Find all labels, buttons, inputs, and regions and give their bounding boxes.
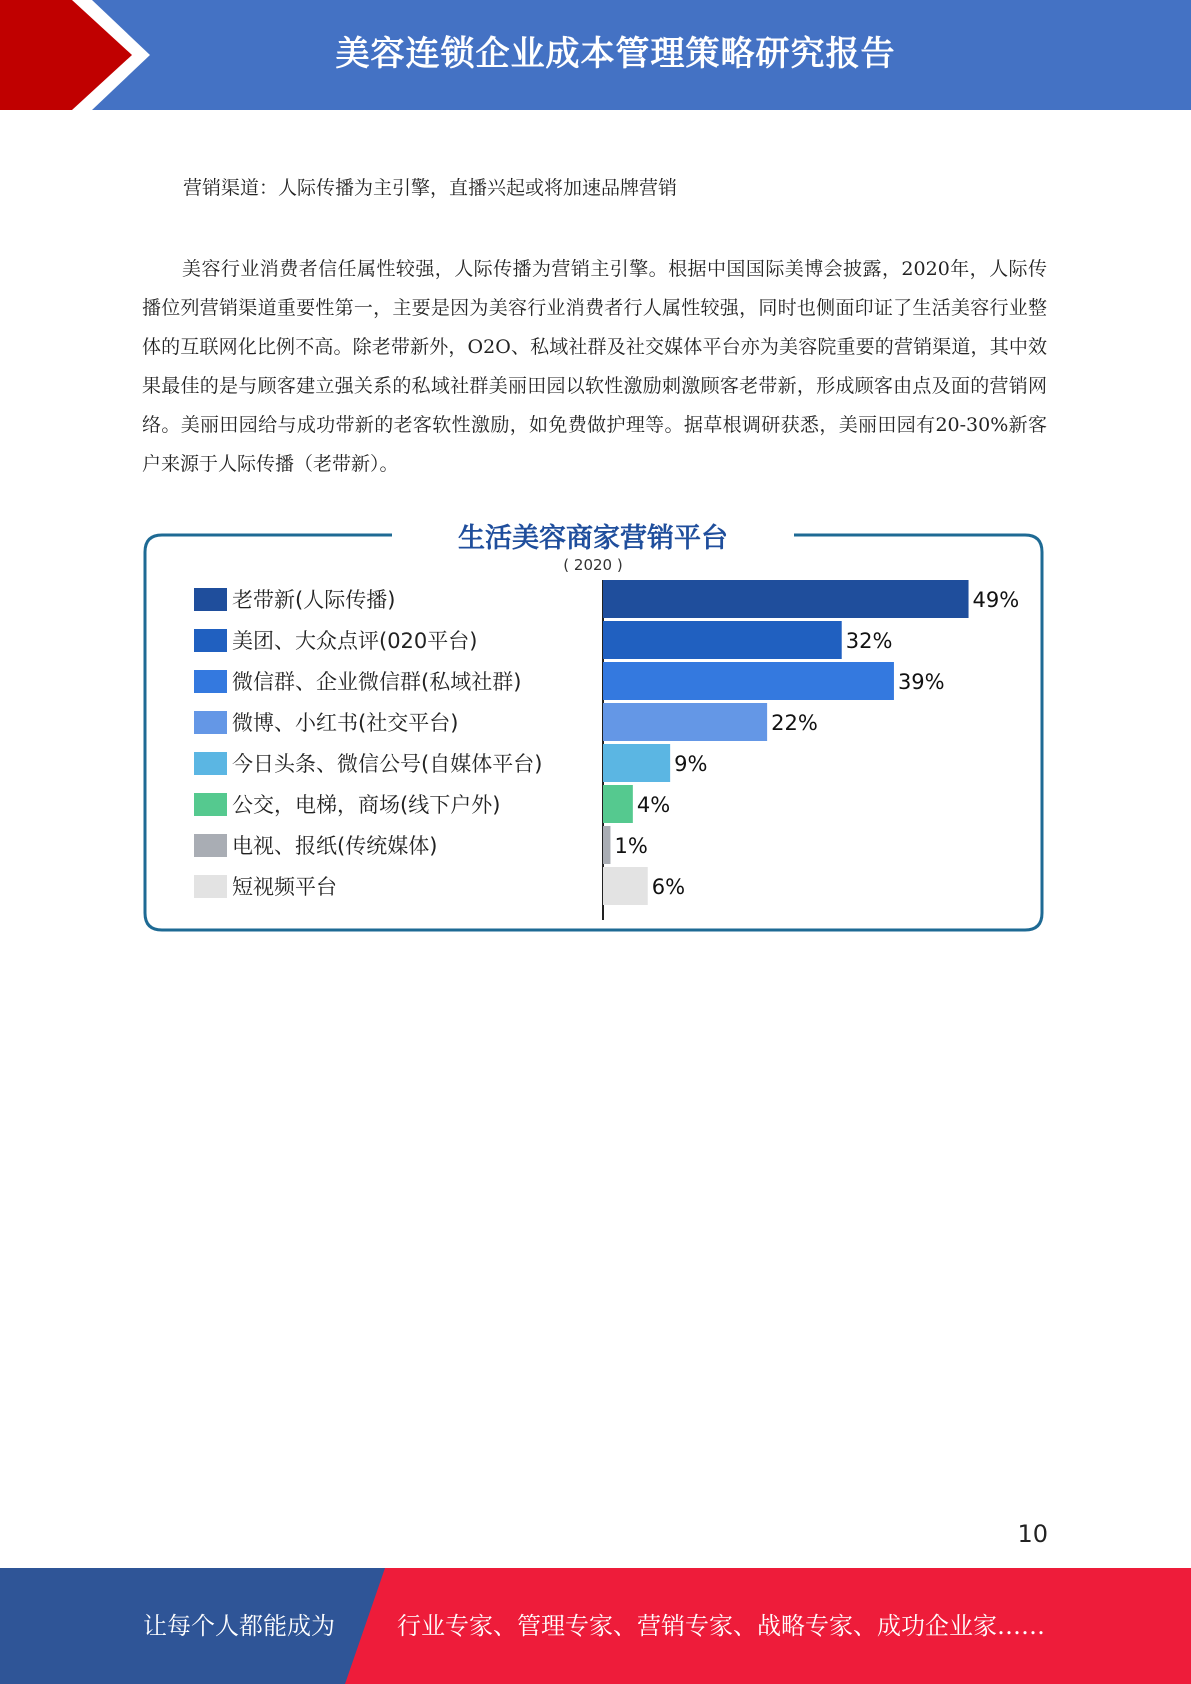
chart-title: 生活美容商家营销平台 bbox=[458, 523, 728, 554]
chart-bar bbox=[603, 621, 842, 659]
chart-bar bbox=[603, 580, 969, 618]
legend-swatch bbox=[194, 588, 227, 611]
page-header bbox=[0, 0, 1191, 110]
legend-label: 今日头条、微信公号(自媒体平台) bbox=[232, 752, 543, 776]
legend-swatch bbox=[194, 793, 227, 816]
marketing-platform-chart bbox=[142, 520, 1047, 932]
legend-label: 美团、大众点评(020平台) bbox=[232, 629, 478, 653]
legend-swatch bbox=[194, 670, 227, 693]
legend-label: 微博、小红书(社交平台) bbox=[232, 711, 459, 735]
bar-value-label: 9% bbox=[674, 752, 708, 776]
chart-subtitle: ( 2020 ) bbox=[563, 556, 623, 574]
chart-bar bbox=[603, 703, 767, 741]
legend-label: 电视、报纸(传统媒体) bbox=[232, 834, 438, 858]
bar-value-label: 39% bbox=[897, 670, 945, 694]
chart-bar bbox=[603, 785, 633, 823]
bar-value-label: 32% bbox=[845, 629, 893, 653]
footer-slogan-right: 行业专家、管理专家、营销专家、战略专家、成功企业家…… bbox=[397, 1612, 1045, 1640]
header-chevron-decoration bbox=[0, 0, 160, 110]
body-paragraph: 美容行业消费者信任属性较强，人际传播为营销主引擎。根据中国国际美博会披露，2020年，人际传播位列营销渠道重要性第一，主要是因为美容行业消费者行人属性较强，同时也侧面印证了生活美容行业整体的互联网化比例不高。除老带新外，O2O、私域社群及社交媒体平台亦为美容院重要的营销渠道，其中效果最佳的是与顾客建立强关系的私域社群美丽田园以软性激励刺激顾客老带新，形成顾客由点及面的营销网络。美丽田园给与成功带新的老客软性激励，如免费做护理等。据草根调研获悉，美丽田园有20-30%新客户来源于人际传播（老带新）。 bbox=[142, 258, 1047, 475]
legend-swatch bbox=[194, 875, 227, 898]
chart-bar bbox=[603, 662, 894, 700]
legend-swatch bbox=[194, 752, 227, 775]
report-title: 美容连锁企业成本管理策略研究报告 bbox=[335, 34, 896, 74]
legend-swatch bbox=[194, 834, 227, 857]
legend-label: 短视频平台 bbox=[232, 875, 337, 899]
chart-canvas bbox=[142, 520, 1047, 932]
footer-slogan-left: 让每个人都能成为 bbox=[143, 1612, 335, 1640]
section-subheading: 营销渠道：人际传播为主引擎，直播兴起或将加速品牌营销 bbox=[183, 177, 678, 199]
bar-value-label: 4% bbox=[636, 793, 671, 817]
chart-bar bbox=[603, 744, 670, 782]
legend-label: 公交，电梯，商场(线下户外) bbox=[232, 793, 501, 817]
bar-value-label: 49% bbox=[972, 588, 1020, 612]
bar-value-label: 1% bbox=[614, 834, 648, 858]
legend-swatch bbox=[194, 629, 227, 652]
bar-value-label: 22% bbox=[771, 711, 818, 735]
legend-swatch bbox=[194, 711, 227, 734]
legend-label: 微信群、企业微信群(私域社群) bbox=[232, 670, 522, 694]
page-footer bbox=[0, 1568, 1191, 1684]
legend-label: 老带新(人际传播) bbox=[232, 588, 396, 612]
chart-bar bbox=[603, 867, 648, 905]
bar-value-label: 6% bbox=[651, 875, 686, 899]
chart-bar bbox=[603, 826, 610, 864]
page-number: 10 bbox=[1017, 1520, 1048, 1548]
